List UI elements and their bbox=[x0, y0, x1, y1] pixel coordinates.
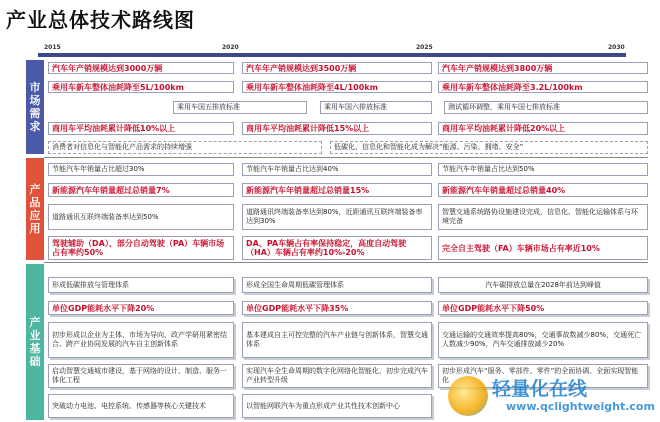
product-connected-2025: 智慧交通系统路协设施建设完成，信息化、智能化运输体系与环境完备 bbox=[438, 204, 648, 230]
market-sales-2025: 汽车年产销规模达到3800万辆 bbox=[438, 62, 648, 74]
watermark-text: 轻量化在线 bbox=[492, 378, 588, 400]
watermark-url: www.qclightweight.com bbox=[506, 400, 655, 413]
market-demand-lowcarbon: 低碳化、信息化和智能化成为解决“能源、污染、拥堵、安全” bbox=[330, 141, 648, 154]
industry-manufacturing-2025: 初步形成汽车“服务、零部件、零件”的全面协调、全面实现智能化 bbox=[438, 364, 648, 388]
industry-breakthrough-2015: 突破动力电池、电控系统、传感器等核心关键技术 bbox=[48, 394, 234, 418]
category-industry bbox=[26, 264, 44, 420]
market-fuel-pv-2025: 乘用车新车整体油耗降至3.2L/100km bbox=[438, 81, 648, 93]
market-emission-stage6: 乘用车国六排放标准 bbox=[320, 101, 432, 114]
product-energy-2015: 节能汽车年销量占比超过30% bbox=[48, 163, 234, 176]
market-emission-stage7: 测试循环调整，乘用车国七排放标准 bbox=[444, 101, 648, 114]
industry-breakthrough-2020: 以智能网联汽车为重点形成产业共性技术创新中心 bbox=[242, 394, 432, 418]
product-autonomous-2025: 完全自主驾驶（FA）车辆市场占有率近10% bbox=[438, 236, 648, 260]
divider bbox=[44, 262, 648, 263]
industry-gdp-2025: 单位GDP能耗水平下降50% bbox=[438, 301, 648, 315]
industry-gdp-2020: 单位GDP能耗水平下降35% bbox=[242, 301, 432, 315]
category-market bbox=[26, 60, 44, 154]
product-nev-2015: 新能源汽车年销量超过总销量7% bbox=[48, 183, 234, 197]
year-2020: 2020 bbox=[222, 44, 239, 51]
year-2025: 2025 bbox=[416, 44, 433, 51]
industry-manufacturing-2015: 启动智慧交通城市建设，基于网络的设计、制造、服务一体化工程 bbox=[48, 364, 234, 388]
industry-lowcarbon-2015: 形成低碳排放与管理体系 bbox=[48, 277, 234, 293]
market-fuel-cv-2020: 商用车平均油耗累计降低15%以上 bbox=[242, 122, 432, 135]
product-nev-2020: 新能源汽车年销量超过总销量15% bbox=[242, 183, 432, 197]
timeline bbox=[38, 44, 626, 57]
year-2030: 2030 bbox=[608, 44, 625, 51]
industry-lowcarbon-2025: 汽车碳排放总量在2028年前达到峰值 bbox=[438, 277, 648, 293]
industry-gdp-2015: 单位GDP能耗水平下降20% bbox=[48, 301, 234, 315]
product-autonomous-2020: DA、PA车辆占有率保持稳定，高度自动驾驶（HA）车辆占有率约10%-20% bbox=[242, 236, 432, 260]
industry-lowcarbon-2020: 形成全国生命周期低碳管理体系 bbox=[242, 277, 432, 293]
product-nev-2025: 新能源汽车年销量超过总销量40% bbox=[438, 183, 648, 197]
market-fuel-cv-2025: 商用车平均油耗累计降低20%以上 bbox=[438, 122, 648, 135]
market-fuel-pv-2015: 乘用车新车整体油耗降至5L/100km bbox=[48, 81, 234, 93]
industry-innovation-2020: 基本建成自主可控完整的汽车产业链与创新体系，智慧交通体系 bbox=[242, 322, 432, 358]
market-sales-2020: 汽车年产销规模达到3500万辆 bbox=[242, 62, 432, 74]
divider bbox=[44, 157, 648, 158]
product-autonomous-2015: 驾驶辅助（DA）、部分自动驾驶（PA）车辆市场占有率约50% bbox=[48, 236, 234, 260]
category-product-label: 产品应用 bbox=[29, 183, 41, 235]
watermark-logo-icon bbox=[448, 376, 488, 416]
industry-innovation-2025: 交通运输的交通效率提高80%，交通事故数减少80%，交通死亡人数减少90%，汽车交通排放减少20% bbox=[438, 322, 648, 358]
timeline-bar bbox=[38, 53, 626, 57]
year-2015: 2015 bbox=[44, 44, 61, 51]
page-title: 产业总体技术路线图 bbox=[6, 8, 195, 32]
industry-manufacturing-2020: 实现汽车全生命周期的数字化网络化智能化，初步完成汽车产业转型升级 bbox=[242, 364, 432, 388]
category-industry-label: 产业基础 bbox=[29, 316, 41, 368]
market-demand-info: 消费者对信息化与智能化产品需求的持续增强 bbox=[48, 141, 322, 154]
product-energy-2025: 节能汽车年销量占比达到50% bbox=[438, 163, 648, 176]
market-fuel-pv-2020: 乘用车新车整体油耗降至4L/100km bbox=[242, 81, 432, 93]
product-connected-2015: 道路通讯互联终端装备率达到50% bbox=[48, 204, 234, 230]
watermark bbox=[448, 370, 660, 422]
market-fuel-cv-2015: 商用车平均油耗累计降低10%以上 bbox=[48, 122, 234, 135]
industry-innovation-2015: 初步形成以企业为主体、市场为导向、政产学研用紧密结合、跨产业协同发展的汽车自主创新体系 bbox=[48, 322, 234, 358]
product-connected-2020: 道路通讯终端装备率达到80%，近距通讯互联终端装备率达到30% bbox=[242, 204, 432, 230]
category-market-label: 市场需求 bbox=[29, 81, 41, 133]
product-energy-2020: 节能汽车年销量占比达到40% bbox=[242, 163, 432, 176]
category-product bbox=[26, 158, 44, 260]
market-sales-2015: 汽车年产销规模达到3000万辆 bbox=[48, 62, 234, 74]
market-emission-stage5: 乘用车国五排放标准 bbox=[173, 101, 307, 114]
